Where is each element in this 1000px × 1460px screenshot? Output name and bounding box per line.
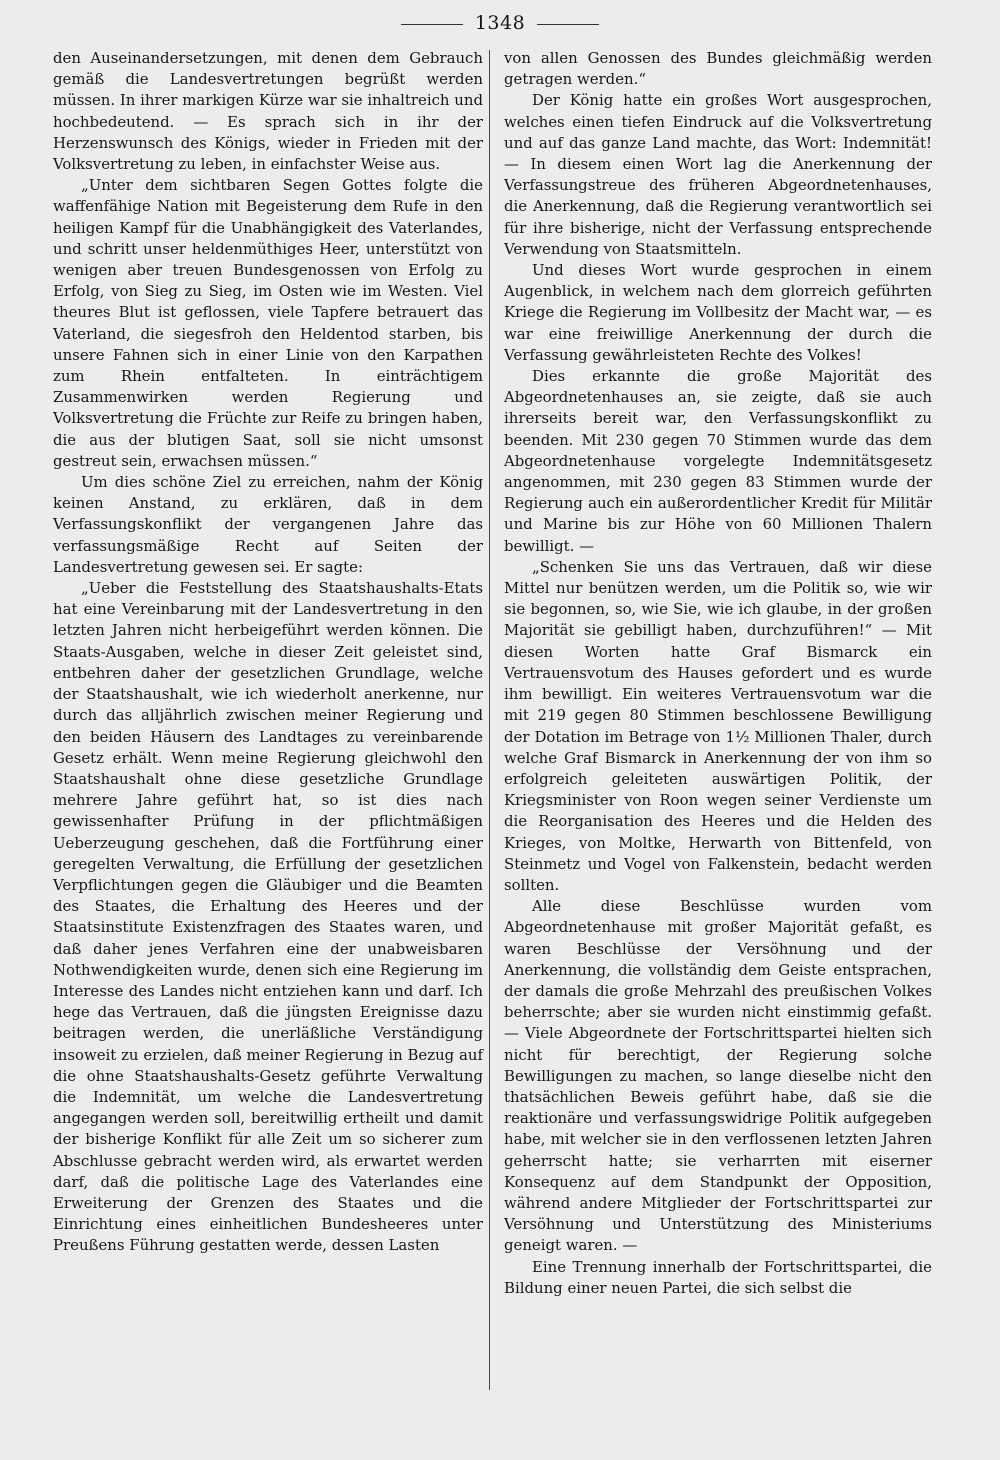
paragraph: „Unter dem sichtbaren Segen Gottes folgte die waffenfähige Nation mit Begeisterung dem Rufe in den heiligen Kampf für die Unabhängigkeit des Vaterlandes, und schritt unser heldenmüthiges Heer, unterstützt von wenigen aber treuen Bundesgenossen von Erfolg zu Erfolg, von Sieg zu Sieg, im Osten wie im Westen. Viel theures Blut ist geflossen, viele Tapfere betrauert das Vaterland, die siegesfroh den Heldentod starben, bis unsere Fahnen sich in einer Linie von den Karpathen zum Rhein entfalteten. In einträchtigem Zusammenwirken werden Regierung und Volksvertretung die Früchte zur Reife zu bringen haben, die aus der blutigen Saat, soll sie nicht umsonst gestreut sein, erwachsen müssen.“ [53,176,483,470]
paragraph: „Ueber die Feststellung des Staatshaushalts-Etats hat eine Vereinbarung mit der Landesvertretung in den letzten Jahren nicht herbeigeführt werden können. Die Staats-Ausgaben, welche in dieser Zeit geleistet sind, entbehren daher der gesetzlichen Grundlage, welche der Staatshaushalt, wie ich wiederholt anerkenne, nur durch das alljährlich zwischen meiner Regierung und den beiden Häusern des Landtages zu vereinbarende Gesetz erhält. Wenn meine Regierung gleichwohl den Staatshaushalt ohne diese gesetzliche Grundlage mehrere Jahre geführt hat, so ist dies nach gewissenhafter Prüfung in der pflichtmäßigen Ueberzeugung geschehen, daß die Fortführung einer geregelten Verwaltung, die Erfüllung der gesetzlichen Verpflichtungen gegen die Gläubiger und die Beamten des Staates, die Erhaltung des Heeres und der Staatsinstitute Existenzfragen des Staates waren, und daß daher jenes Verfahren eine der unabweisbaren Nothwendigkeiten wurde, denen sich eine Regierung im Interesse des Landes nicht entziehen kann und darf. Ich hege das Vertrauen, daß die jüngsten Ereignisse dazu beitragen werden, die unerläßliche Verständigung insoweit zu erzielen, daß meiner Regierung in Bezug auf die ohne Staatshaushalts-Gesetz geführte Verwaltung die Indemnität, um welche die Landesvertretung angegangen werden soll, bereitwillig ertheilt und damit der bisherige Konflikt für alle Zeit um so sicherer zum Abschlusse gebracht werden wird, als erwartet werden darf, daß die politische Lage des Vaterlandes eine Erweiterung der Grenzen des Staates und die Einrichtung eines einheitlichen Bundesheeres unter Preußens Führung gestatten werde, dessen Lasten [53,579,483,1255]
page-number-header [0,12,1000,34]
column-divider [489,50,490,1390]
paragraph: Und dieses Wort wurde gesprochen in einem Augenblick, in welchem nach dem glorreich geführten Kriege die Regierung im Vollbesitz der Macht war, — es war eine freiwillige Anerkennung der durch die Verfassung gewährleisteten Rechte des Volkes! [504,261,932,364]
paragraph: Alle diese Beschlüsse wurden vom Abgeordnetenhause mit großer Majorität gefaßt, es waren Beschlüsse der Versöhnung und der Anerkennung, die vollständig dem Geiste entsprachen, der damals die große Mehrzahl des preußischen Volkes beherrschte; aber sie wurden nicht einstimmig gefaßt. — Viele Abgeordnete der Fortschrittspartei hielten sich nicht für berechtigt, der Regierung solche Bewilligungen zu machen, so lange dieselbe nicht den thatsächlichen Beweis geführt habe, daß sie die reaktionäre und verfassungswidrige Politik aufgegeben habe, mit welcher sie in den verflossenen letzten Jahren geherrscht hatte; sie verharrten mit eiserner Konsequenz auf dem Standpunkt der Opposition, während andere Mitglieder der Fortschrittspartei zur Versöhnung und Unterstützung des Ministeriums geneigt waren. — [504,897,932,1255]
header-rule-right [537,24,599,25]
paragraph: Eine Trennung innerhalb der Fortschrittspartei, die Bildung einer neuen Partei, die sich selbst die [504,1257,932,1297]
paragraph: „Schenken Sie uns das Vertrauen, daß wir diese Mittel nur benützen werden, um die Politik so, wie wir sie begonnen, so, wie Sie, wie ich glaube, in der großen Majorität sie gebilligt haben, durchzuführen!“ — Mit diesen Worten hatte Graf Bismarck ein Vertrauensvotum des Hauses gefordert und es wurde ihm bewilligt. Ein weiteres Vertrauensvotum war die mit 219 gegen 80 Stimmen beschlossene Bewilligung der Dotation im Betrage von 1½ Millionen Thaler, durch welche Graf Bismarck in Anerkennung der von ihm so erfolgreich geleiteten auswärtigen Politik, der Kriegsminister von Roon wegen seiner Verdienste um die Reorganisation des Heeres und die Helden des Krieges, von Moltke, Herwarth von Bittenfeld, von Steinmetz und Vogel von Falkenstein, bedacht werden sollten. [504,557,932,894]
left-column [53,48,483,1257]
paragraph: Um dies schöne Ziel zu erreichen, nahm der König keinen Anstand, zu erklären, daß in dem Verfassungskonflikt der vergangenen Jahre das verfassungsmäßige Recht auf Seiten der Landesvertretung gewesen sei. Er sagte: [53,473,483,576]
right-column [504,48,932,1299]
paragraph: den Auseinandersetzungen, mit denen dem Gebrauch gemäß die Landesvertretungen begrüßt werden müssen. In ihrer markigen Kürze war sie inhaltreich und hochbedeutend. — Es sprach sich in ihr der Herzenswunsch des Königs, wieder in Frieden mit der Volksvertretung zu leben, in einfachster Weise aus. [53,49,483,174]
page-number: 1348 [474,12,526,34]
header-rule-left [401,24,463,25]
paragraph: Der König hatte ein großes Wort ausgesprochen, welches einen tiefen Eindruck auf die Volksvertretung und auf das ganze Land machte, das Wort: Indemnität! — In diesem einen Wort lag die Anerkennung der Verfassungstreue des früheren Abgeordnetenhauses, die Anerkennung, daß die Regierung verantwortlich sei für ihre bisherige, nicht der Verfassung entsprechende Verwendung von Staatsmitteln. [504,91,932,258]
paragraph: Dies erkannte die große Majorität des Abgeordnetenhauses an, sie zeigte, daß sie auch ihrerseits bereit war, den Verfassungskonflikt zu beenden. Mit 230 gegen 70 Stimmen wurde das dem Abgeordnetenhause vorgelegte Indemnitätsgesetz angenommen, mit 230 gegen 83 Stimmen wurde der Regierung auch ein außerordentlicher Kredit für Militär und Marine bis zur Höhe von 60 Millionen Thalern bewilligt. — [504,367,932,555]
paragraph: von allen Genossen des Bundes gleichmäßig werden getragen werden.“ [504,49,932,89]
